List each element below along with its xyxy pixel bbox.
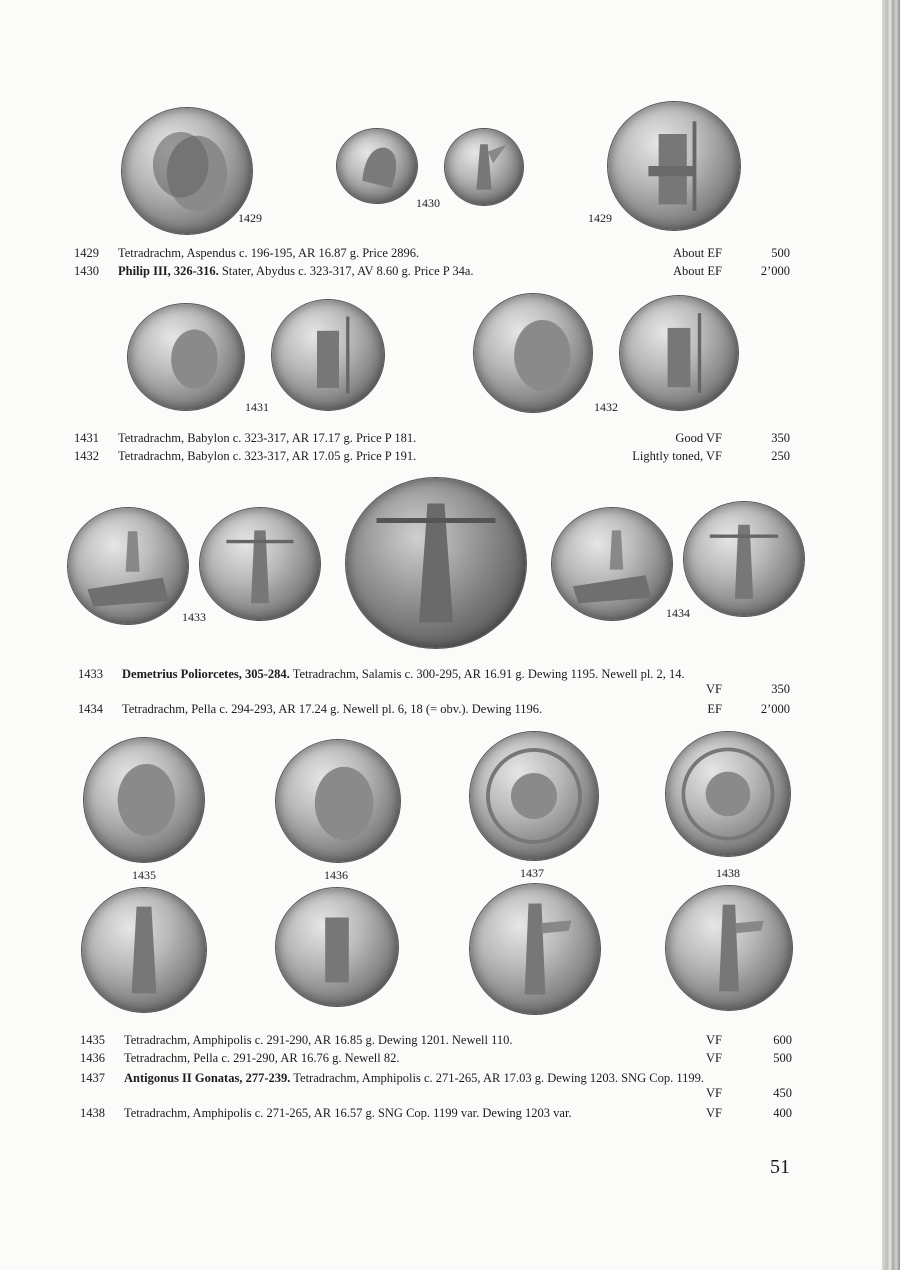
lot-grade: VF	[706, 1086, 722, 1100]
lot-description: Tetradrachm, Salamis c. 300-295, AR 16.91 g. Dewing 1195. Newell pl. 2, 14.	[292, 667, 685, 681]
lot-grade: VF	[706, 1106, 722, 1120]
lot-number: 1431	[74, 431, 99, 445]
lot-grade: About EF	[673, 264, 722, 278]
coin-1438-reverse	[666, 886, 792, 1010]
coin-1429-reverse	[608, 102, 740, 230]
plate-label: 1431	[245, 400, 269, 414]
lot-description: Tetradrachm, Pella c. 294-293, AR 17.24 g. Newell pl. 6, 18 (= obv.). Dewing 1196.	[122, 702, 543, 716]
athena-alkidemos-icon	[666, 886, 792, 1010]
lot-grade: Good VF	[675, 431, 722, 445]
coin-1429-obverse	[122, 108, 252, 234]
head-of-athena-icon	[337, 129, 417, 203]
nike-on-prow-icon	[68, 508, 188, 624]
seated-zeus-icon	[272, 300, 384, 410]
lot-description: Stater, Abydus c. 323-317, AV 8.60 g. Price P 34a.	[221, 264, 474, 278]
plate-label: 1435	[132, 868, 156, 882]
coin-1433-obverse	[68, 508, 188, 624]
head-of-herakles-icon	[128, 304, 244, 410]
ruler-name: Philip III, 326-316.	[118, 264, 219, 278]
poseidon-figure-icon	[346, 478, 526, 648]
coin-1434-obverse	[552, 508, 672, 620]
lot-estimate: 600	[773, 1033, 792, 1047]
lot-number: 1433	[78, 667, 103, 681]
lot-number: 1436	[80, 1051, 105, 1065]
lot-number: 1430	[74, 264, 99, 278]
poseidon-standing-icon	[82, 888, 206, 1012]
macedonian-shield-icon	[666, 732, 790, 856]
plate-label: 1432	[594, 400, 618, 414]
coin-1432-reverse	[620, 296, 738, 410]
lot-description: Tetradrachm, Babylon c. 323-317, AR 17.17 g. Price P 181.	[118, 431, 417, 445]
coin-large-reverse	[346, 478, 526, 648]
seated-zeus-icon	[620, 296, 738, 410]
lot-number: 1429	[74, 246, 99, 260]
plate-label: 1430	[416, 196, 440, 210]
plate-label: 1429	[238, 211, 262, 225]
lot-number: 1438	[80, 1106, 105, 1120]
lot-grade: EF	[707, 702, 722, 716]
lot-number: 1432	[74, 449, 99, 463]
coin-1431-obverse	[128, 304, 244, 410]
lot-estimate: 400	[773, 1106, 792, 1120]
lot-estimate: 2’000	[760, 264, 790, 278]
coin-1438-obverse	[666, 732, 790, 856]
coin-1437-obverse	[470, 732, 598, 860]
lot-estimate: 350	[771, 431, 790, 445]
lot-description: Tetradrachm, Amphipolis c. 291-290, AR 16.85 g. Dewing 1201. Newell 110.	[124, 1033, 513, 1047]
coin-1435-obverse	[84, 738, 204, 862]
lot-description: Tetradrachm, Babylon c. 323-317, AR 17.05 g. Price P 191.	[118, 449, 417, 463]
ruler-name: Demetrius Poliorcetes, 305-284.	[122, 667, 290, 681]
lot-number: 1435	[80, 1033, 105, 1047]
head-of-demetrius-icon	[276, 740, 400, 862]
lot-grade: About EF	[673, 246, 722, 260]
plate-label: 1433	[182, 610, 206, 624]
plate-label: 1436	[324, 868, 348, 882]
macedonian-shield-icon	[470, 732, 598, 860]
coin-1434-reverse	[684, 502, 804, 616]
head-of-herakles-icon	[474, 294, 592, 412]
lot-estimate: 500	[771, 246, 790, 260]
lot-number: 1434	[78, 702, 103, 716]
lot-grade: Lightly toned, VF	[632, 449, 722, 463]
lot-estimate: 250	[771, 449, 790, 463]
lot-estimate: 2’000	[760, 702, 790, 716]
coin-1435-reverse	[82, 888, 206, 1012]
poseidon-seated-icon	[276, 888, 398, 1006]
poseidon-figure-icon	[200, 508, 320, 620]
plate-label: 1438	[716, 866, 740, 880]
lot-grade: VF	[706, 1051, 722, 1065]
nike-figure-icon	[445, 129, 523, 205]
nike-on-prow-icon	[552, 508, 672, 620]
lot-grade: VF	[706, 682, 722, 696]
plate-label: 1437	[520, 866, 544, 880]
lot-estimate: 450	[773, 1086, 792, 1100]
coin-1437-reverse	[470, 884, 600, 1014]
coin-1430-obverse	[337, 129, 417, 203]
ruler-name: Antigonus II Gonatas, 277-239.	[124, 1071, 291, 1085]
lot-description: Tetradrachm, Amphipolis c. 271-265, AR 16.57 g. SNG Cop. 1199 var. Dewing 1203 var.	[124, 1106, 572, 1120]
head-of-herakles-icon	[122, 108, 252, 234]
lot-description: Tetradrachm, Aspendus c. 196-195, AR 16.87 g. Price 2896.	[118, 246, 420, 260]
page-number: 51	[770, 1156, 790, 1178]
coin-1436-obverse	[276, 740, 400, 862]
coin-1431-reverse	[272, 300, 384, 410]
plate-label: 1434	[666, 606, 690, 620]
lot-number: 1437	[80, 1071, 105, 1085]
lot-grade: VF	[706, 1033, 722, 1047]
seated-zeus-icon	[608, 102, 740, 230]
coin-1433-reverse	[200, 508, 320, 620]
coin-1436-reverse	[276, 888, 398, 1006]
coin-1430-reverse	[445, 129, 523, 205]
book-page-edge	[882, 0, 900, 1270]
lot-description: Tetradrachm, Amphipolis c. 271-265, AR 17.03 g. Dewing 1203. SNG Cop. 1199.	[293, 1071, 705, 1085]
lot-estimate: 500	[773, 1051, 792, 1065]
lot-estimate: 350	[771, 682, 790, 696]
poseidon-figure-icon	[684, 502, 804, 616]
head-of-demetrius-icon	[84, 738, 204, 862]
plate-label: 1429	[588, 211, 612, 225]
athena-alkidemos-icon	[470, 884, 600, 1014]
coin-1432-obverse	[474, 294, 592, 412]
lot-description: Tetradrachm, Pella c. 291-290, AR 16.76 g. Newell 82.	[124, 1051, 400, 1065]
